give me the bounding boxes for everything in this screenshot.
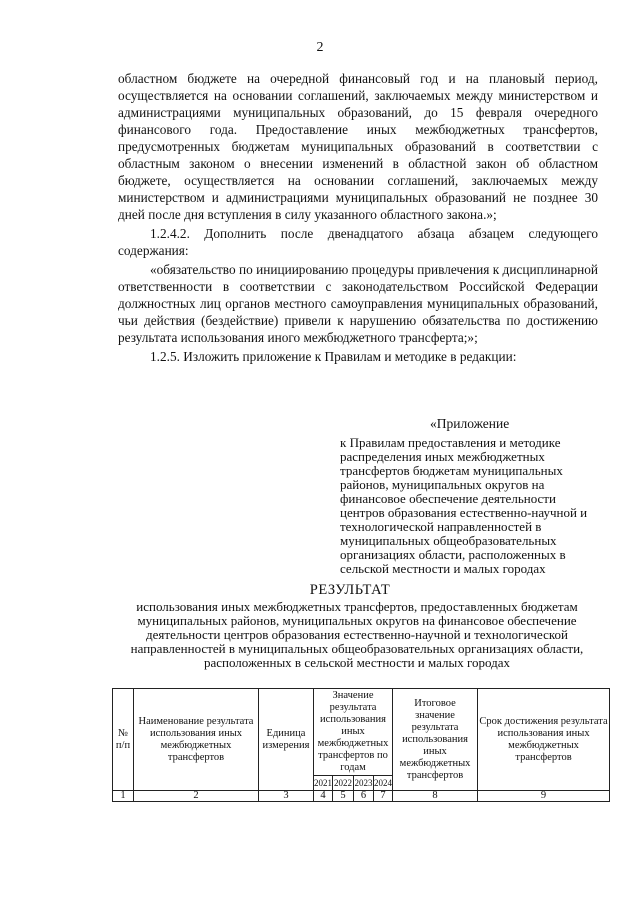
header-year: 2023 [354, 776, 374, 791]
paragraph-1-2-5: 1.2.5. Изложить приложение к Правилам и методике в редакции: [150, 349, 517, 364]
attachment-heading: «Приложение [430, 416, 510, 431]
column-number: 1 [113, 791, 134, 802]
header-name: Наименование результата использования иных межбюджетных трансфертов [134, 689, 259, 791]
header-year: 2024 [374, 776, 393, 791]
page-number: 2 [316, 40, 324, 55]
column-number: 5 [333, 791, 354, 802]
header-term: Срок достижения результата использования иных межбюджетных трансфертов [478, 689, 610, 791]
result-table [112, 688, 610, 802]
column-number: 2 [134, 791, 259, 802]
paragraph-1-2-4-2: 1.2.4.2. Дополнить после двенадцатого абзаца абзацем следующего содержания: [118, 226, 598, 258]
column-number: 7 [374, 791, 393, 802]
header-total: Итоговое значение результата использования иных межбюджетных трансфертов [393, 689, 478, 791]
body-text [118, 70, 598, 365]
column-number: 8 [393, 791, 478, 802]
header-num: № п/п [113, 689, 134, 791]
header-value: Значение результата использования иных межбюджетных трансфертов по годам [314, 689, 393, 776]
column-number: 6 [354, 791, 374, 802]
header-year: 2022 [333, 776, 354, 791]
paragraph-obligation: «обязательство по инициированию процедуры привлечения к дисциплинарной ответственности в соответствии с законодательством Российской Федерации должностных лиц органов местного самоуправления муниципальных образований, чьи действия (бездействие) привели к нарушению обязательства по достижению результата использования иного межбюджетного трансферта;»; [118, 262, 598, 345]
result-title: РЕЗУЛЬТАТ [309, 582, 391, 598]
header-unit: Единица измерения [259, 689, 314, 791]
column-number: 4 [314, 791, 333, 802]
column-number: 9 [478, 791, 610, 802]
header-year: 2021 [314, 776, 333, 791]
column-number: 3 [259, 791, 314, 802]
result-subtitle: использования иных межбюджетных трансфертов, предоставленных бюджетам муниципальных районов, муниципальных округов на финансовое обеспечение деятельности центров образования естественно-научной и технологической направленностей в муниципальных общеобразовательных организациях области, расположенных в сельской местности и малых городах [130, 599, 584, 670]
attachment-subtitle: к Правилам предоставления и методике распределения иных межбюджетных трансфертов бюджетам муниципальных районов, муниципальных округов на финансовое обеспечение деятельности центров образования естественно-научной и технологической направленностей в муниципальных общеобразовательных организациях области, расположенных в сельской местности и малых городах [340, 435, 588, 576]
paragraph-continuation: областном бюджете на очередной финансовый год и на плановый период, осуществляется на основании соглашений, заключаемых между министерством и администрациями муниципальных образований, до 15 февраля очередного финансового года. Предоставление иных межбюджетных трансфертов, предусмотренных бюджетам муниципальных образований в соответствии с областным законом о внесении изменений в областной закон об областном бюджете, осуществляется на основании соглашений, заключаемых между министерством и администрациями муниципальных образований не позднее 30 дней после дня вступления в силу указанного областного закона.»; [118, 71, 598, 222]
